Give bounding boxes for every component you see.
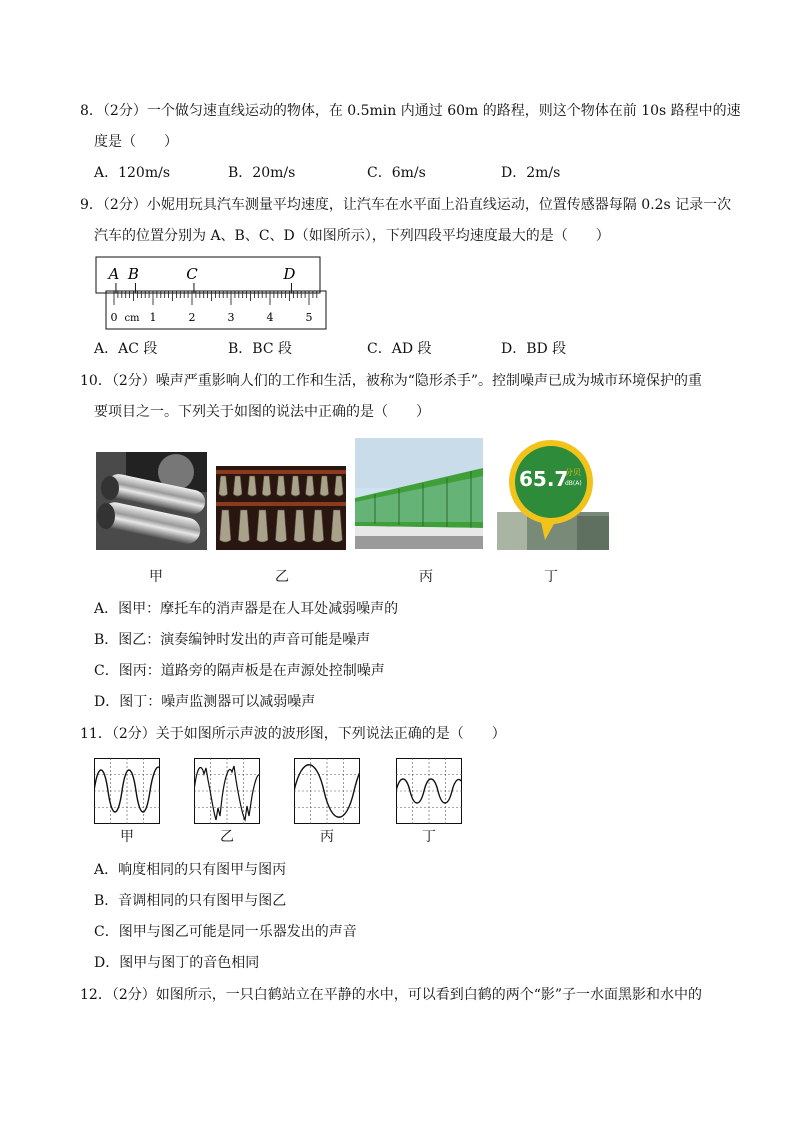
ruler-point-C: C bbox=[186, 265, 198, 283]
q10-caption-yi: 乙 bbox=[275, 569, 289, 585]
ruler-number-labels bbox=[111, 311, 313, 324]
ruler-number-4: 4 bbox=[266, 311, 274, 324]
photo-chime-bells bbox=[216, 466, 346, 550]
waveform-yi bbox=[194, 758, 260, 824]
q9-line2: 汽车的位置分别为 A、B、C、D（如图所示），下列四段平均速度最大的是（ ） bbox=[94, 228, 610, 244]
ruler-number-2: 2 bbox=[188, 311, 196, 324]
ruler-point-A: A bbox=[108, 265, 120, 283]
q9-option-d: D．BD 段 bbox=[501, 341, 567, 357]
q8-line2: 度是（ ） bbox=[94, 134, 178, 150]
ruler-number-5: 5 bbox=[305, 311, 313, 324]
ruler-number-0: 0 bbox=[110, 311, 118, 324]
photo-noise-barrier bbox=[355, 438, 483, 549]
q11-caption-bing: 丙 bbox=[320, 829, 334, 845]
ruler-number-1: 1 bbox=[149, 311, 157, 324]
waveform-jia bbox=[94, 758, 160, 824]
photo-motorcycle-muffler bbox=[96, 452, 207, 550]
q9-line1: 9．（2分）小妮用玩具汽车测量平均速度，让汽车在水平面上沿直线运动，位置传感器每隔 0.2s 记录一次 bbox=[80, 197, 732, 213]
monitor-unit-bottom: dB(A) bbox=[565, 480, 582, 487]
q10-caption-jia: 甲 bbox=[149, 569, 163, 585]
q11-caption-ding: 丁 bbox=[422, 829, 436, 845]
q11-option-c: C．图甲与图乙可能是同一乐器发出的声音 bbox=[94, 924, 357, 940]
q10-line2: 要项目之一。下列关于如图的说法中正确的是（ ） bbox=[94, 404, 430, 420]
q10-caption-bing: 丙 bbox=[419, 569, 433, 585]
waveform-ding bbox=[396, 758, 462, 824]
waveform-bing bbox=[294, 758, 360, 824]
q9-option-c: C．AD 段 bbox=[367, 341, 432, 357]
q9-option-b: B．BC 段 bbox=[228, 341, 292, 357]
q10-option-c: C．图丙：道路旁的隔声板是在声源处控制噪声 bbox=[94, 663, 385, 679]
q11-option-d: D．图甲与图丁的音色相同 bbox=[94, 955, 260, 971]
q10-line1: 10．（2分）噪声严重影响人们的工作和生活，被称为“隐形杀手”。控制噪声已成为城市环境保护的重 bbox=[80, 373, 703, 389]
q11-caption-jia: 甲 bbox=[120, 829, 134, 845]
q10-option-d: D．图丁：噪声监测器可以减弱噪声 bbox=[94, 694, 316, 710]
monitor-reading: 65.7 bbox=[519, 467, 569, 491]
q12-line1: 12．（2分）如图所示，一只白鹤站立在平静的水中，可以看到白鹤的两个“影”子一水面黑影和水中的 bbox=[80, 987, 703, 1003]
q10-option-a: A．图甲：摩托车的消声器是在人耳处减弱噪声的 bbox=[94, 601, 399, 617]
ruler-number-3: 3 bbox=[227, 311, 235, 324]
q9-option-a: A．AC 段 bbox=[94, 341, 158, 357]
q11-option-b: B．音调相同的只有图甲与图乙 bbox=[94, 893, 287, 909]
monitor-unit-top: 分贝 bbox=[565, 468, 581, 477]
q11-option-a: A．响度相同的只有图甲与图丙 bbox=[94, 862, 287, 878]
photo-noise-monitor bbox=[497, 440, 609, 550]
ruler-unit: cm bbox=[124, 313, 140, 324]
q11-caption-yi: 乙 bbox=[220, 829, 234, 845]
ruler-point-B: B bbox=[127, 265, 139, 283]
q8-option-c: C．6m/s bbox=[367, 165, 426, 181]
ruler-point-D: D bbox=[283, 265, 296, 283]
ruler-point-labels bbox=[107, 265, 296, 293]
ruler-figure bbox=[94, 255, 334, 330]
q8-option-b: B．20m/s bbox=[228, 165, 296, 181]
q11-line1: 11．（2分）关于如图所示声波的波形图，下列说法正确的是（ ） bbox=[80, 726, 506, 742]
q10-option-b: B．图乙：演奏编钟时发出的声音可能是噪声 bbox=[94, 632, 371, 648]
q8-line1: 8．（2分）一个做匀速直线运动的物体，在 0.5min 内通过 60m 的路程，则这个物体在前 10s 路程中的速 bbox=[80, 103, 741, 119]
q8-option-d: D．2m/s bbox=[501, 165, 561, 181]
q8-option-a: A．120m/s bbox=[94, 165, 171, 181]
q10-caption-ding: 丁 bbox=[544, 569, 558, 585]
